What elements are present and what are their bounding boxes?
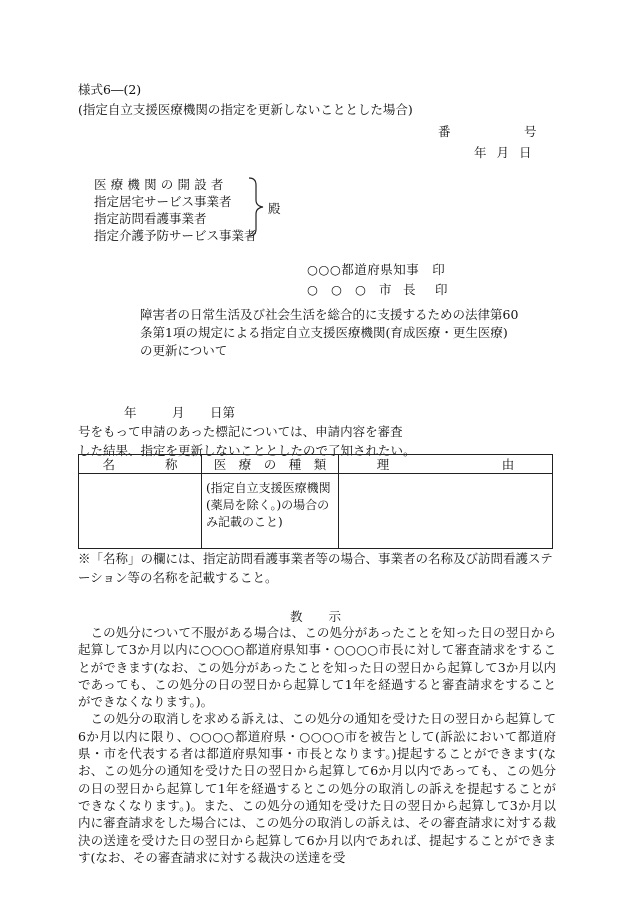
body-part: 日第	[210, 405, 236, 420]
brace-icon	[247, 176, 267, 238]
facility-table	[78, 454, 553, 549]
sender-mayor-part: 長	[403, 282, 416, 297]
addressee-line: 指定居宅サービス事業者	[94, 194, 232, 209]
column-header-reason: 理 由	[339, 455, 553, 474]
body-line: した結果、指定を更新しないこととしたので了知されたい。	[78, 443, 416, 458]
note-text: ※「名称」の欄には、指定訪問看護事業者等の場合、事業者の名称及び訪問看護ステーション等の名称を記載すること。	[78, 551, 553, 585]
honorific: 殿	[268, 201, 281, 216]
sender-mayor-part: ○	[331, 282, 342, 297]
kyoji-paragraph: この処分について不服がある場合は、この処分があったことを知った日の翌日から起算して3か月以内に○○○○都道府県知事・○○○○市長に対して審査請求をすることができます(なお、この処分があったことを知った日の翌日から起算して3か月以内であっても、この処分の日の翌日から起算して1年を経過すると審査請求をすることができなくなります。)。	[78, 625, 556, 710]
addressee-line: 医療機関の開設者	[94, 177, 228, 192]
addressee-line: 指定訪問看護事業者	[94, 211, 207, 226]
column-header-name: 名 称	[79, 455, 202, 474]
go-label: 号	[524, 124, 537, 139]
body-part: 号をもって申請のあった標記については、申請内容を審査	[78, 424, 403, 439]
form-subtitle: (指定自立支援医療機関の指定を更新しないこととした場合)	[78, 102, 413, 117]
subject-line: 条第1項の規定による指定自立支援医療機関(育成医療・更生医療)	[140, 325, 508, 340]
addressee-line: 指定介護予防サービス事業者	[94, 228, 257, 243]
subject-line: の更新について	[140, 343, 228, 358]
body-line	[78, 403, 553, 441]
form-number: 様式6―(2)	[78, 82, 142, 97]
sender-mayor-part: 印	[435, 282, 448, 297]
sender-governor: ○○○都道府県知事 印	[307, 262, 446, 277]
table-row	[79, 474, 553, 549]
subject-block	[140, 306, 518, 360]
table-cell-type: (指定自立支援医療機関(薬局を除く。)の場合のみ記載のこと)	[202, 474, 339, 549]
sender-mayor-part: 市	[379, 282, 392, 297]
sender-mayor-part: ○	[355, 282, 366, 297]
kyoji-body	[78, 624, 556, 866]
table-header-row	[79, 455, 553, 474]
kyoji-title: 教示	[290, 609, 368, 624]
subject-line: 障害者の日常生活及び社会生活を総合的に支援するための法律第60	[140, 307, 519, 322]
sender-block	[307, 260, 448, 300]
kyoji-paragraph: この処分の取消しを求める訴えは、この処分の通知を受けた日の翌日から起算して6か月以内に限り、○○○○都道府県・○○○○市を被告として(訴訟において都道府県・市を代表する者は都道府県知事・市長となります。)提起することができます(なお、この処分の通知を受けた日の翌日から起算して6か月以内であっても、この処分の日の翌日から起算して1年を経過するとこの処分の取消しの訴えを提起することができなくなります。)。また、この処分の通知を受けた日の翌日から起算して3か月以内に審査請求をした場合には、この処分の取消しの訴えは、その審査請求に対する裁決の送達を受けた日の翌日から起算して6か月以内であれば、提起することができます(なお、その審査請求に対する裁決の送達を受	[78, 711, 556, 865]
column-header-type: 医 療 の 種 類	[202, 455, 339, 474]
sender-mayor-part: ○	[307, 282, 318, 297]
body-part: 年	[124, 405, 137, 420]
body-text	[78, 403, 553, 460]
body-part: 月	[172, 405, 185, 420]
document-date: 年月日	[474, 145, 542, 160]
table-cell-name	[79, 474, 202, 549]
sender-mayor	[307, 280, 448, 300]
addressee-list	[94, 176, 257, 244]
table-cell-reason	[339, 474, 553, 549]
ban-label: 番	[438, 124, 451, 139]
